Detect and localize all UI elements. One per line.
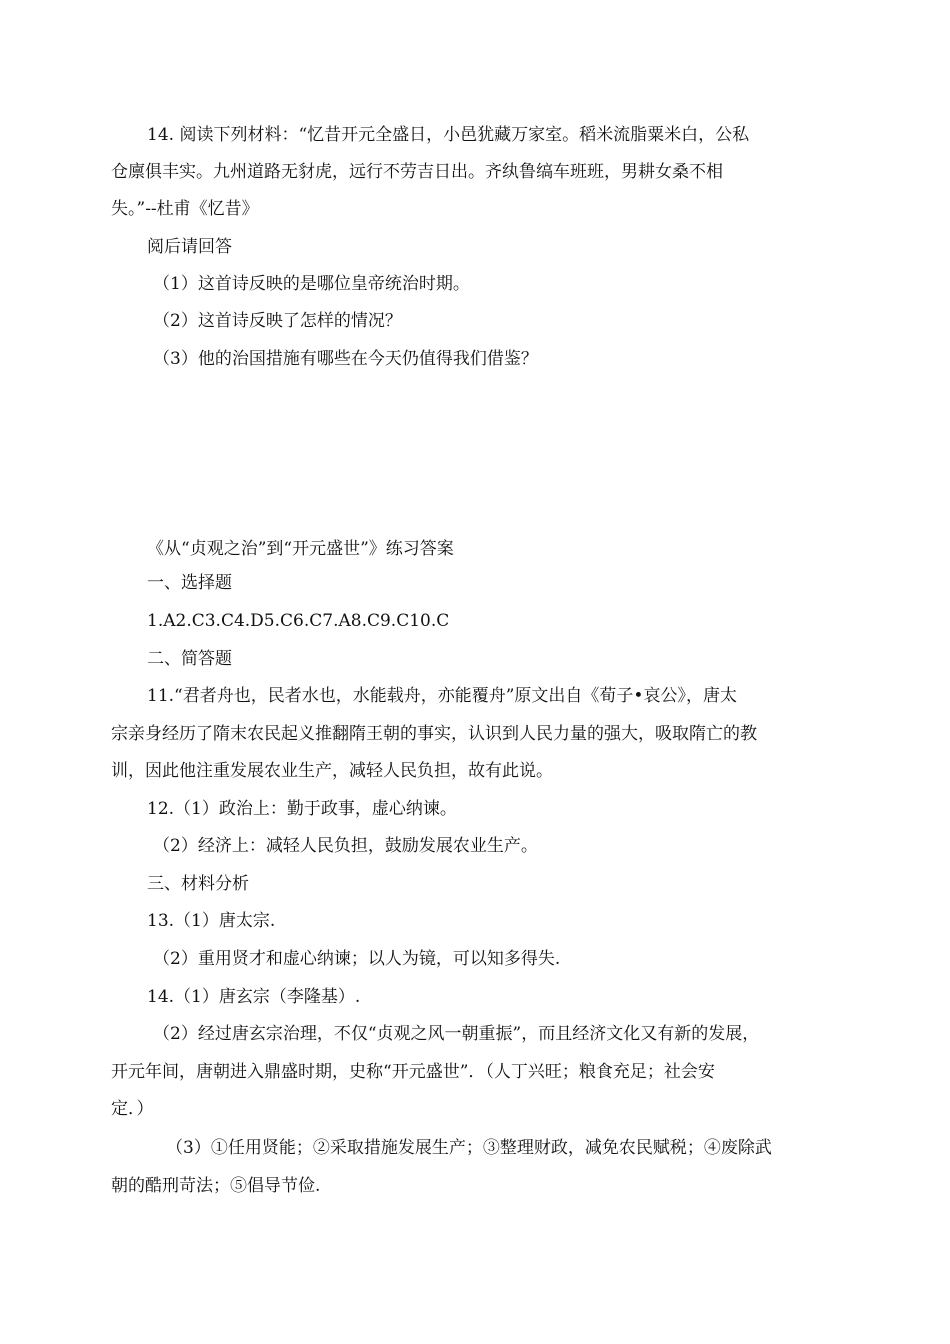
answer-12-part-2: （2）经济上：减轻人民负担，鼓励发展农业生产。 xyxy=(153,836,538,856)
answer-14-part-1: 14.（1）唐玄宗（李隆基）. xyxy=(147,987,361,1007)
answer-11-line-1: 11.“君者舟也，民者水也，水能载舟，亦能覆舟”原文出自《荀子•哀公》，唐太 xyxy=(147,686,737,706)
q14-line-1: 14. 阅读下列材料：“忆昔开元全盛日，小邑犹藏万家室。稻米流脂粟米白，公私 xyxy=(147,125,750,145)
answer-14-part-2-line-2: 开元年间，唐朝进入鼎盛时期，史称“开元盛世”．（人丁兴旺；粮食充足；社会安 xyxy=(111,1062,715,1082)
q14-line-2: 仓廪俱丰实。九州道路无豺虎，远行不劳吉日出。齐纨鲁缟车班班，男耕女桑不相 xyxy=(111,162,723,182)
answer-13-part-2: （2）重用贤才和虚心纳谏；以人为镜，可以知多得失. xyxy=(153,949,561,969)
answer-title: 《从“贞观之治”到“开元盛世”》练习答案 xyxy=(147,539,454,559)
q14-sub-question-2: （2）这首诗反映了怎样的情况？ xyxy=(153,311,402,331)
answer-12-part-1: 12.（1）政治上：勤于政事，虚心纳谏。 xyxy=(147,799,457,819)
q14-sub-question-3: （3）他的治国措施有哪些在今天仍值得我们借鉴？ xyxy=(153,349,538,369)
answer-14-part-2-line-1: （2）经过唐玄宗治理，不仅“贞观之风一朝重振”，而且经济文化又有新的发展， xyxy=(153,1024,760,1044)
answer-11-line-3: 训，因此他注重发展农业生产，减轻人民负担，故有此说。 xyxy=(111,761,553,781)
section-heading-material: 三、材料分析 xyxy=(147,874,249,894)
choice-answers: 1.A2.C3.C4.D5.C6.C7.A8.C9.C10.C xyxy=(147,611,450,631)
section-heading-choice: 一、选择题 xyxy=(147,573,232,593)
answer-13-part-1: 13.（1）唐太宗. xyxy=(147,911,276,931)
q14-line-3: 失。”--杜甫《忆昔》 xyxy=(111,199,259,219)
answer-14-part-3-line-2: 朝的酷刑苛法；⑤倡导节俭. xyxy=(111,1176,321,1196)
answer-14-part-2-line-3: 定．） xyxy=(111,1099,154,1119)
answer-11-line-2: 宗亲身经历了隋末农民起义推翻隋王朝的事实，认识到人民力量的强大，吸取隋亡的教 xyxy=(111,724,757,744)
answer-14-part-3-line-1: （3）①任用贤能；②采取措施发展生产；③整理财政，减免农民赋税；④废除武 xyxy=(166,1138,772,1158)
section-heading-short-answer: 二、简答题 xyxy=(147,649,232,669)
q14-sub-question-1: （1）这首诗反映的是哪位皇帝统治时期。 xyxy=(153,274,470,294)
q14-prompt: 阅后请回答 xyxy=(147,237,232,257)
